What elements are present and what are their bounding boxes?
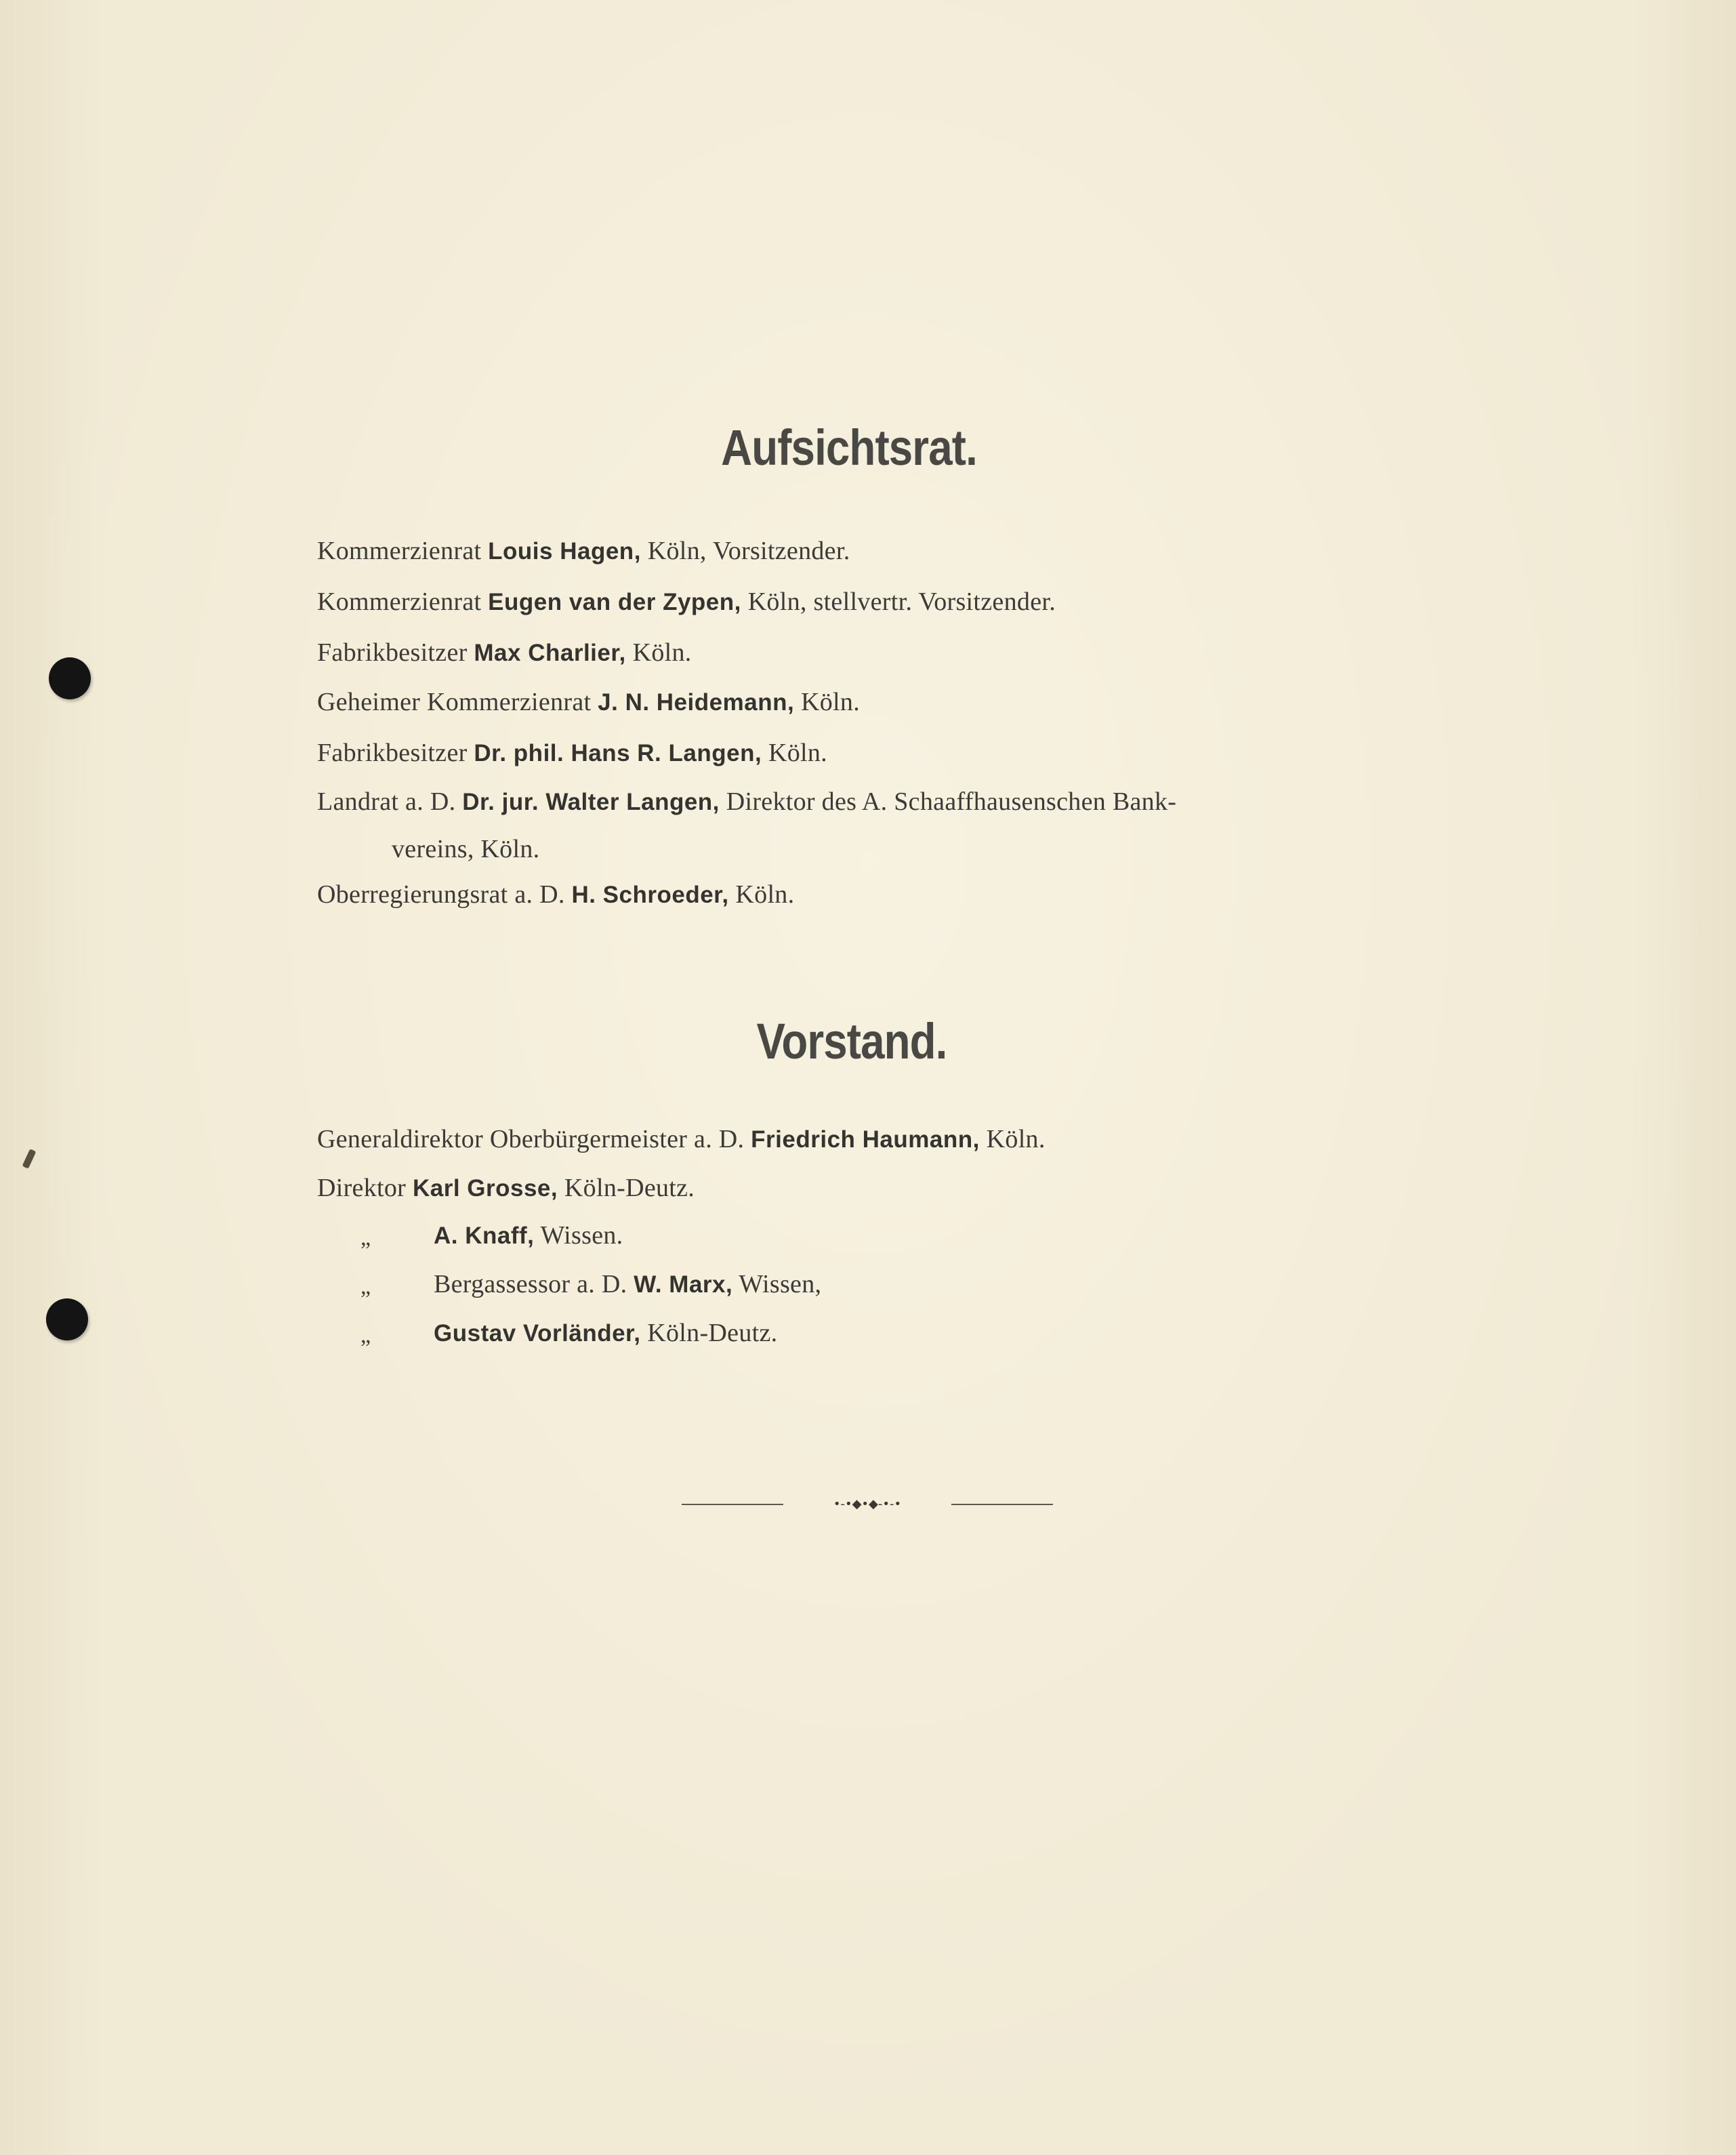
member-title: Generaldirektor Oberbürgermeister a. D. (317, 1125, 745, 1153)
member-rest: Köln. (801, 688, 861, 716)
member-rest: Köln, Vorsitzender. (647, 537, 850, 565)
aufsichtsrat-member (317, 686, 860, 718)
vorstand-member (434, 1220, 623, 1252)
ink-mark (22, 1149, 37, 1169)
member-name: J. N. Heidemann, (598, 689, 795, 716)
aufsichtsrat-member (317, 786, 1176, 818)
vorstand-member (317, 1124, 1046, 1155)
ornament-glyph: •-•◆•◆-•-• (833, 1497, 902, 1511)
punch-hole (49, 657, 91, 699)
vorstand-member (317, 1172, 695, 1204)
ornament-line-left (682, 1504, 783, 1505)
member-title: Geheimer Kommerzienrat (317, 688, 592, 716)
member-title: Direktor (317, 1174, 407, 1202)
member-title: Oberregierungsrat a. D. (317, 880, 565, 909)
vorstand-member (434, 1317, 777, 1349)
member-title: Kommerzienrat (317, 588, 482, 616)
member-title: Kommerzienrat (317, 537, 482, 565)
member-name: H. Schroeder, (571, 882, 729, 908)
ornament-line-right (951, 1504, 1053, 1505)
punch-hole (46, 1298, 88, 1340)
member-name: Friedrich Haumann, (751, 1126, 980, 1153)
aufsichtsrat-member (317, 637, 692, 669)
member-title: Fabrikbesitzer (317, 739, 468, 767)
vorstand-member (434, 1269, 821, 1300)
member-name: Karl Grosse, (412, 1175, 558, 1202)
member-name: Gustav Vorländer, (434, 1320, 641, 1347)
vorstand-heading: Vorstand. (756, 1013, 947, 1069)
aufsichtsrat-member (317, 535, 850, 567)
member-title: Landrat a. D. (317, 787, 456, 816)
member-name: W. Marx, (634, 1271, 733, 1298)
member-rest: Wissen, (739, 1270, 822, 1298)
member-rest: Köln. (986, 1125, 1046, 1153)
member-rest: Köln-Deutz. (647, 1319, 778, 1347)
member-title: Fabrikbesitzer (317, 638, 468, 667)
member-rest: Direktor des A. Schaaffhausenschen Bank- (726, 787, 1177, 816)
aufsichtsrat-member (317, 586, 1056, 618)
aufsichtsrat-member-continuation: vereins, Köln. (392, 835, 540, 863)
member-rest: Köln, stellvertr. Vorsitzender. (747, 588, 1056, 616)
member-rest: Köln. (735, 880, 795, 909)
ditto-mark: „ (360, 1323, 371, 1348)
aufsichtsrat-member (317, 879, 794, 911)
ditto-mark: „ (360, 1274, 371, 1299)
member-name: Dr. jur. Walter Langen, (462, 789, 720, 815)
member-rest: Wissen. (540, 1221, 623, 1250)
member-title: Bergassessor a. D. (434, 1270, 627, 1298)
aufsichtsrat-member (317, 737, 827, 769)
member-name: Dr. phil. Hans R. Langen, (474, 740, 762, 766)
member-name: A. Knaff, (434, 1223, 535, 1249)
ornament-divider (682, 1498, 1053, 1511)
member-name: Louis Hagen, (488, 538, 641, 565)
member-name: Max Charlier, (474, 640, 626, 666)
aufsichtsrat-heading: Aufsichtsrat. (721, 419, 977, 476)
member-rest: Köln-Deutz. (564, 1174, 695, 1202)
member-name: Eugen van der Zypen, (488, 589, 741, 615)
ditto-mark: „ (360, 1225, 371, 1250)
member-rest: Köln. (632, 638, 692, 667)
member-rest: Köln. (768, 739, 827, 767)
